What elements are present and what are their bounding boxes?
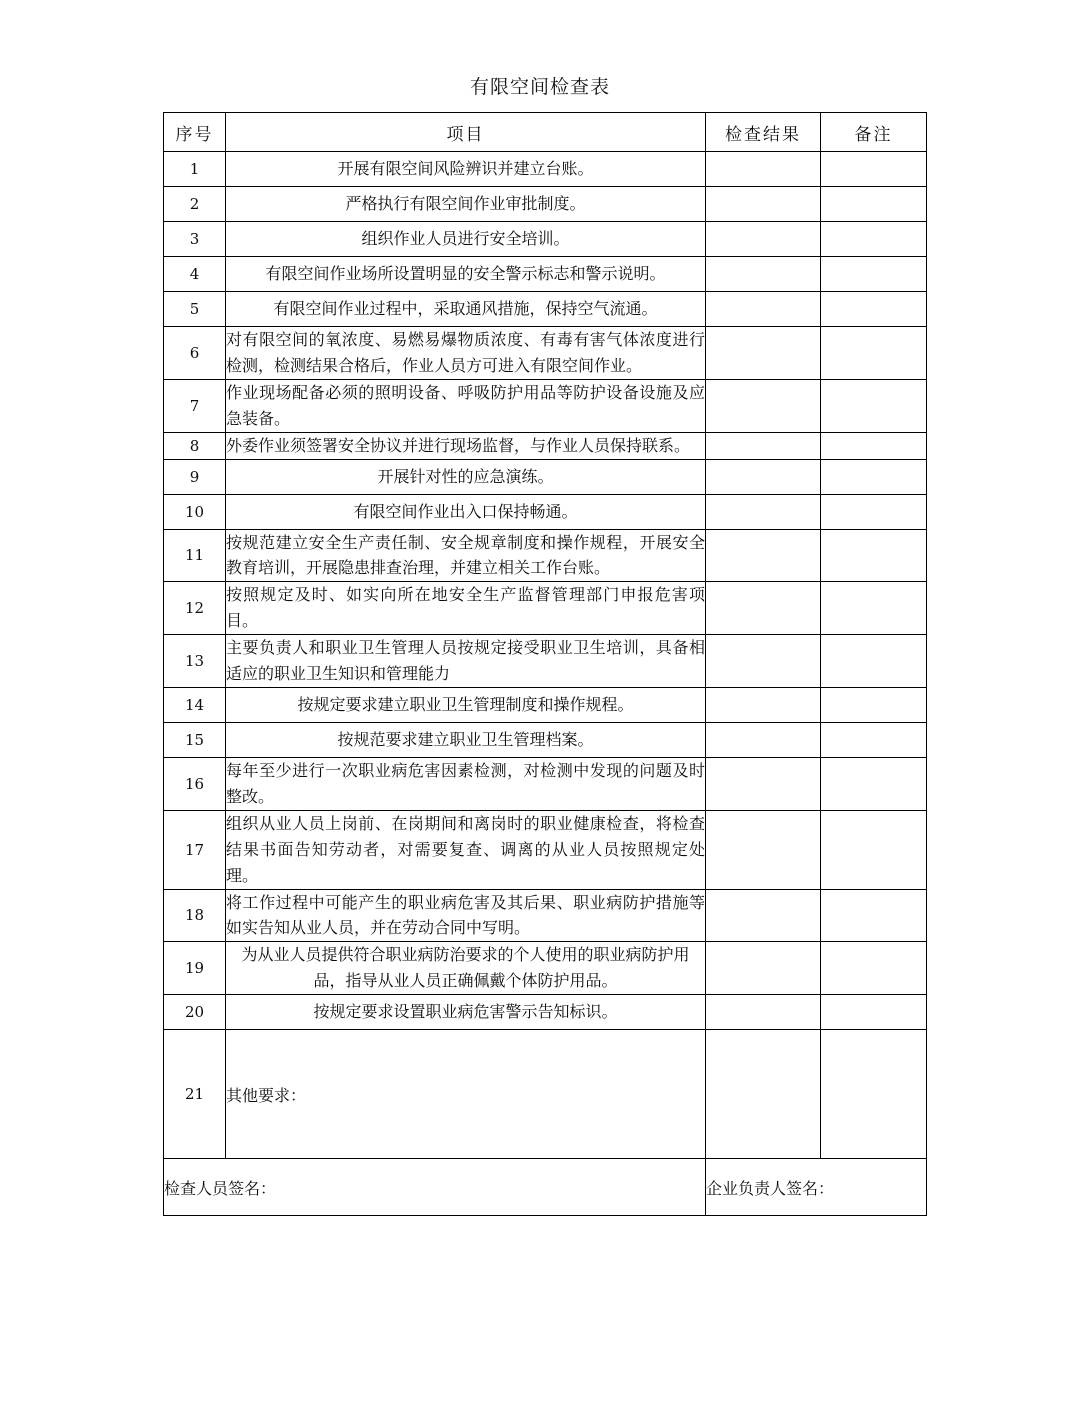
- table-row: [164, 257, 927, 292]
- item-description: 组织从业人员上岗前、在岗期间和离岗时的职业健康检查，将检查结果书面告知劳动者，对需要复查、调离的从业人员按照规定处理。: [226, 810, 706, 889]
- item-description: 作业现场配备必须的照明设备、呼吸防护用品等防护设备设施及应急装备。: [226, 379, 706, 432]
- table-row: [164, 687, 927, 722]
- manager-signature-field[interactable]: 企业负责人签名：: [706, 1159, 927, 1216]
- row-number: 3: [164, 222, 226, 257]
- row-number: 4: [164, 257, 226, 292]
- table-row: [164, 757, 927, 810]
- note-cell[interactable]: [821, 687, 927, 722]
- result-cell[interactable]: [706, 889, 821, 942]
- item-description: 按照规定及时、如实向所在地安全生产监督管理部门申报危害项目。: [226, 582, 706, 635]
- item-description: 有限空间作业场所设置明显的安全警示标志和警示说明。: [226, 257, 706, 292]
- item-description: 有限空间作业过程中，采取通风措施，保持空气流通。: [226, 292, 706, 327]
- note-cell[interactable]: [821, 494, 927, 529]
- result-cell[interactable]: [706, 757, 821, 810]
- table-row: [164, 494, 927, 529]
- table-row: [164, 292, 927, 327]
- row-number: 19: [164, 942, 226, 995]
- result-cell[interactable]: [706, 459, 821, 494]
- table-row: [164, 459, 927, 494]
- note-cell[interactable]: [821, 757, 927, 810]
- result-cell[interactable]: [706, 722, 821, 757]
- result-cell[interactable]: [706, 222, 821, 257]
- row-number: 18: [164, 889, 226, 942]
- column-header-no: 序号: [164, 113, 226, 152]
- table-body: [164, 152, 927, 1030]
- row-number: 20: [164, 995, 226, 1030]
- row-number: 16: [164, 757, 226, 810]
- item-description: 按规定要求建立职业卫生管理制度和操作规程。: [226, 687, 706, 722]
- row-number: 17: [164, 810, 226, 889]
- item-description: 将工作过程中可能产生的职业病危害及其后果、职业病防护措施等如实告知从业人员，并在劳动合同中写明。: [226, 889, 706, 942]
- result-cell[interactable]: [706, 582, 821, 635]
- result-cell[interactable]: [706, 687, 821, 722]
- result-cell[interactable]: [706, 379, 821, 432]
- result-cell[interactable]: [706, 432, 821, 459]
- note-cell[interactable]: [821, 1030, 927, 1159]
- table-row: [164, 187, 927, 222]
- note-cell[interactable]: [821, 635, 927, 688]
- result-cell[interactable]: [706, 995, 821, 1030]
- table-row: [164, 722, 927, 757]
- item-description: 主要负责人和职业卫生管理人员按规定接受职业卫生培训，具备相适应的职业卫生知识和管理能力: [226, 635, 706, 688]
- row-number: 10: [164, 494, 226, 529]
- note-cell[interactable]: [821, 187, 927, 222]
- row-number: 8: [164, 432, 226, 459]
- note-cell[interactable]: [821, 722, 927, 757]
- row-number: 6: [164, 327, 226, 380]
- item-description: 按规范要求建立职业卫生管理档案。: [226, 722, 706, 757]
- page-title: 有限空间检查表: [469, 76, 610, 98]
- note-cell[interactable]: [821, 582, 927, 635]
- table-row: [164, 889, 927, 942]
- row-number: 21: [164, 1030, 226, 1159]
- table-footer: [164, 1030, 927, 1216]
- table-header-row: [164, 113, 927, 152]
- result-cell[interactable]: [706, 292, 821, 327]
- item-description: 有限空间作业出入口保持畅通。: [226, 494, 706, 529]
- table-row: [164, 582, 927, 635]
- item-description: 开展针对性的应急演练。: [226, 459, 706, 494]
- result-cell[interactable]: [706, 187, 821, 222]
- note-cell[interactable]: [821, 327, 927, 380]
- note-cell[interactable]: [821, 459, 927, 494]
- note-cell[interactable]: [821, 222, 927, 257]
- other-requirements-label[interactable]: 其他要求：: [226, 1030, 706, 1159]
- row-number: 9: [164, 459, 226, 494]
- item-description: 组织作业人员进行安全培训。: [226, 222, 706, 257]
- table-row: [164, 995, 927, 1030]
- row-number: 5: [164, 292, 226, 327]
- note-cell[interactable]: [821, 529, 927, 582]
- row-number: 13: [164, 635, 226, 688]
- row-number: 7: [164, 379, 226, 432]
- item-description: 按规定要求设置职业病危害警示告知标识。: [226, 995, 706, 1030]
- table-row: [164, 635, 927, 688]
- result-cell[interactable]: [706, 810, 821, 889]
- note-cell[interactable]: [821, 432, 927, 459]
- note-cell[interactable]: [821, 810, 927, 889]
- table-row: [164, 810, 927, 889]
- column-header-note: 备注: [821, 113, 927, 152]
- item-description: 外委作业须签署安全协议并进行现场监督，与作业人员保持联系。: [226, 432, 706, 459]
- result-cell[interactable]: [706, 327, 821, 380]
- result-cell[interactable]: [706, 942, 821, 995]
- table-row: [164, 529, 927, 582]
- inspector-signature-field[interactable]: 检查人员签名：: [164, 1159, 706, 1216]
- note-cell[interactable]: [821, 257, 927, 292]
- table-row: [164, 222, 927, 257]
- row-number: 11: [164, 529, 226, 582]
- table-row: [164, 379, 927, 432]
- row-number: 14: [164, 687, 226, 722]
- note-cell[interactable]: [821, 889, 927, 942]
- item-description: 严格执行有限空间作业审批制度。: [226, 187, 706, 222]
- row-number: 1: [164, 152, 226, 187]
- result-cell[interactable]: [706, 529, 821, 582]
- note-cell[interactable]: [821, 942, 927, 995]
- note-cell[interactable]: [821, 995, 927, 1030]
- item-description: 为从业人员提供符合职业病防治要求的个人使用的职业病防护用品，指导从业人员正确佩戴个体防护用品。: [226, 942, 706, 995]
- result-cell[interactable]: [706, 1030, 821, 1159]
- table-row-other-requirements: [164, 1030, 927, 1159]
- result-cell[interactable]: [706, 635, 821, 688]
- table-row: [164, 327, 927, 380]
- table-row: [164, 152, 927, 187]
- result-cell[interactable]: [706, 257, 821, 292]
- item-description: 对有限空间的氧浓度、易燃易爆物质浓度、有毒有害气体浓度进行检测，检测结果合格后，作业人员方可进入有限空间作业。: [226, 327, 706, 380]
- note-cell[interactable]: [821, 292, 927, 327]
- row-number: 12: [164, 582, 226, 635]
- table-row: [164, 432, 927, 459]
- note-cell[interactable]: [821, 152, 927, 187]
- row-number: 15: [164, 722, 226, 757]
- column-header-item: 项目: [226, 113, 706, 152]
- note-cell[interactable]: [821, 379, 927, 432]
- signature-row: [164, 1159, 927, 1216]
- table-row: [164, 942, 927, 995]
- row-number: 2: [164, 187, 226, 222]
- item-description: 按规范建立安全生产责任制、安全规章制度和操作规程，开展安全教育培训，开展隐患排查治理，并建立相关工作台账。: [226, 529, 706, 582]
- inspection-checklist-table: [163, 112, 927, 1216]
- result-cell[interactable]: [706, 152, 821, 187]
- item-description: 开展有限空间风险辨识并建立台账。: [226, 152, 706, 187]
- item-description: 每年至少进行一次职业病危害因素检测，对检测中发现的问题及时整改。: [226, 757, 706, 810]
- result-cell[interactable]: [706, 494, 821, 529]
- column-header-result: 检查结果: [706, 113, 821, 152]
